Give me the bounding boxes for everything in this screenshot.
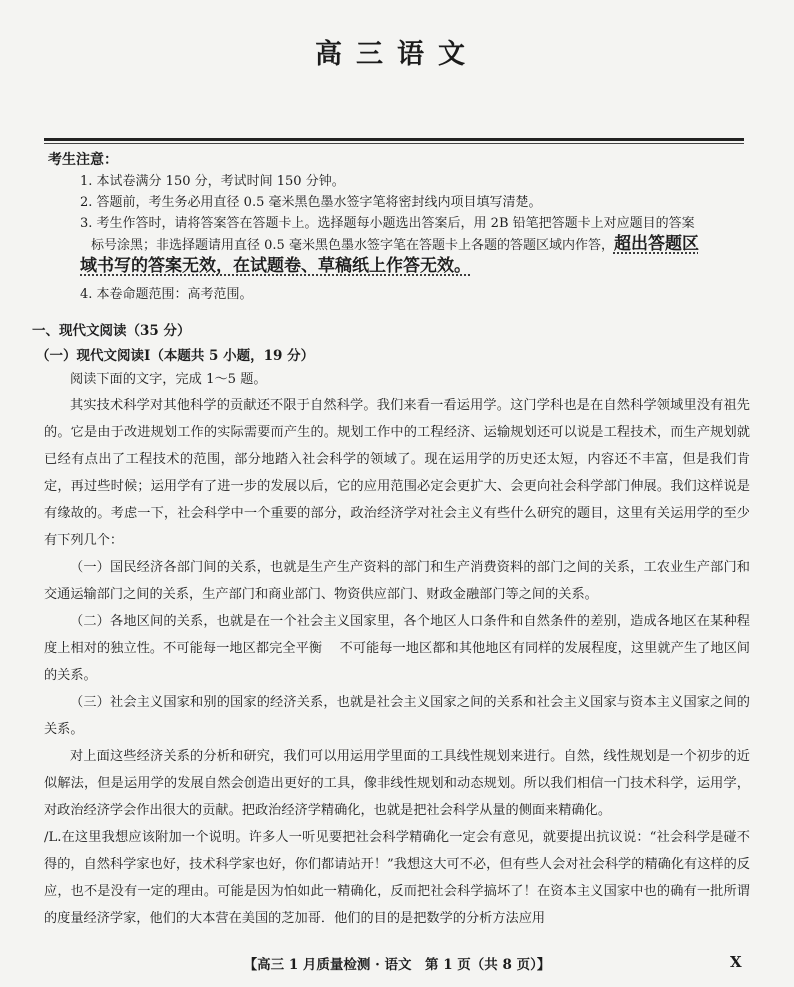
notice-item-3-line1: 3. 考生作答时，请将答案答在答题卡上。选择题每小题选出答案后，用 2B 铅笔把答题卡上对应题目的答案: [80, 216, 695, 231]
section-heading: 一、现代文阅读（35 分）: [32, 323, 191, 339]
notice-item-3-emphasis-2: 域书写的答案无效，在试题卷、草稿纸上作答无效。: [80, 256, 471, 276]
footer-mark: X: [730, 953, 742, 971]
paragraph: 对上面这些经济关系的分析和研究，我们可以用运用学里面的工具线性规划来进行。自然，线性规划是一个初步的近似解法，但是运用学的发展自然会创造出更好的工具，像非线性规划和动态规划。所以我们相信一门技术科学，运用学，对政治经济学会作出很大的贡献。把政治经济学精确化，也就是把社会科学从量的侧面来精确化。: [44, 749, 750, 818]
instruction: 阅读下面的文字，完成 1～5 题。: [70, 372, 267, 387]
paragraph: （三）社会主义国家和别的国家的经济关系，也就是社会主义国家之间的关系和社会主义国家与资本主义国家之间的关系。: [44, 695, 750, 737]
notice-item-3-line2: [48, 234, 748, 256]
instruction-block: [44, 366, 750, 393]
notice-item-1: 1. 本试卷满分 150 分，考试时间 150 分钟。: [80, 174, 345, 189]
paragraph: 其实技术科学对其他科学的贡献还不限于自然科学。我们来看一看运用学。这门学科也是在自然科学领域里没有祖先的。它是由于改进规划工作的实际需要而产生的。规划工作中的工程经济、运输规划还可以说是工程技术，而生产规划就已经有点出了工程技术的范围，部分地踏入社会科学的领域了。现在运用学的历史还太短，内容还不丰富，但是我们肯定，再过些时候；运用学有了进一步的发展以后，它的应用范围必定会更扩大、会更向社会科学部门伸展。我们这样说是有缘故的。考虑一下，社会科学中一个重要的部分，政治经济学对社会主义有些什么研究的题目，这里有关运用学的至少有下列几个：: [44, 398, 750, 548]
header-rule-thin: [44, 143, 744, 144]
notice-item-3-line3: [48, 256, 748, 278]
page-title: 高三语文: [315, 39, 479, 70]
header-rule-thick: [44, 138, 744, 141]
notice-heading: 考生注意：: [48, 152, 118, 168]
notice-item-3-emphasis: 超出答题区: [613, 234, 699, 254]
passage: [44, 392, 750, 932]
paragraph: （一）国民经济各部门间的关系，也就是生产生产资料的部门和生产消费资料的部门之间的关系，工农业生产部门和交通运输部门之间的关系，生产部门和商业部门、物资供应部门、财政金融部门等之间的关系。: [44, 560, 750, 602]
page-footer: 【高三 1 月质量检测 · 语文 第 1 页（共 8 页）】: [243, 957, 551, 973]
subsection-heading: （一）现代文阅读Ⅰ（本题共 5 小题，19 分）: [36, 348, 315, 364]
notice-block: [48, 150, 748, 305]
notice-item-3-text: 标号涂黑；非选择题请用直径 0.5 毫米黑色墨水签字笔在答题卡上各题的答题区域内作答，: [91, 238, 614, 253]
notice-item-2: 2. 答题前，考生务必用直径 0.5 毫米黑色墨水签字笔将密封线内项目填写清楚。: [80, 195, 542, 210]
paragraph: /L.在这里我想应该附加一个说明。许多人一听见要把社会科学精确化一定会有意见，就要提出抗议说：“社会科学是碰不得的，自然科学家也好，技术科学家也好，你们都请站开！”我想这大可不必，但有些人会对社会科学的精确化有这样的反应，也不是没有一定的理由。可能是因为怕如此一精确化，反而把社会科学搞坏了！在资本主义国家中也的确有一批所谓的度量经济学家，他们的大本营在美国的芝加哥．他们的目的是把数学的分析方法应用: [44, 830, 750, 926]
notice-item-4: 4. 本卷命题范围：高考范围。: [80, 287, 253, 302]
paragraph: （二）各地区间的关系，也就是在一个社会主义国家里，各个地区人口条件和自然条件的差别，造成各地区在某种程度上相对的独立性。不可能每一地区都完全平衡 不可能每一地区都和其他地区有同样的发展程度，这里就产生了地区间的关系。: [44, 614, 750, 683]
